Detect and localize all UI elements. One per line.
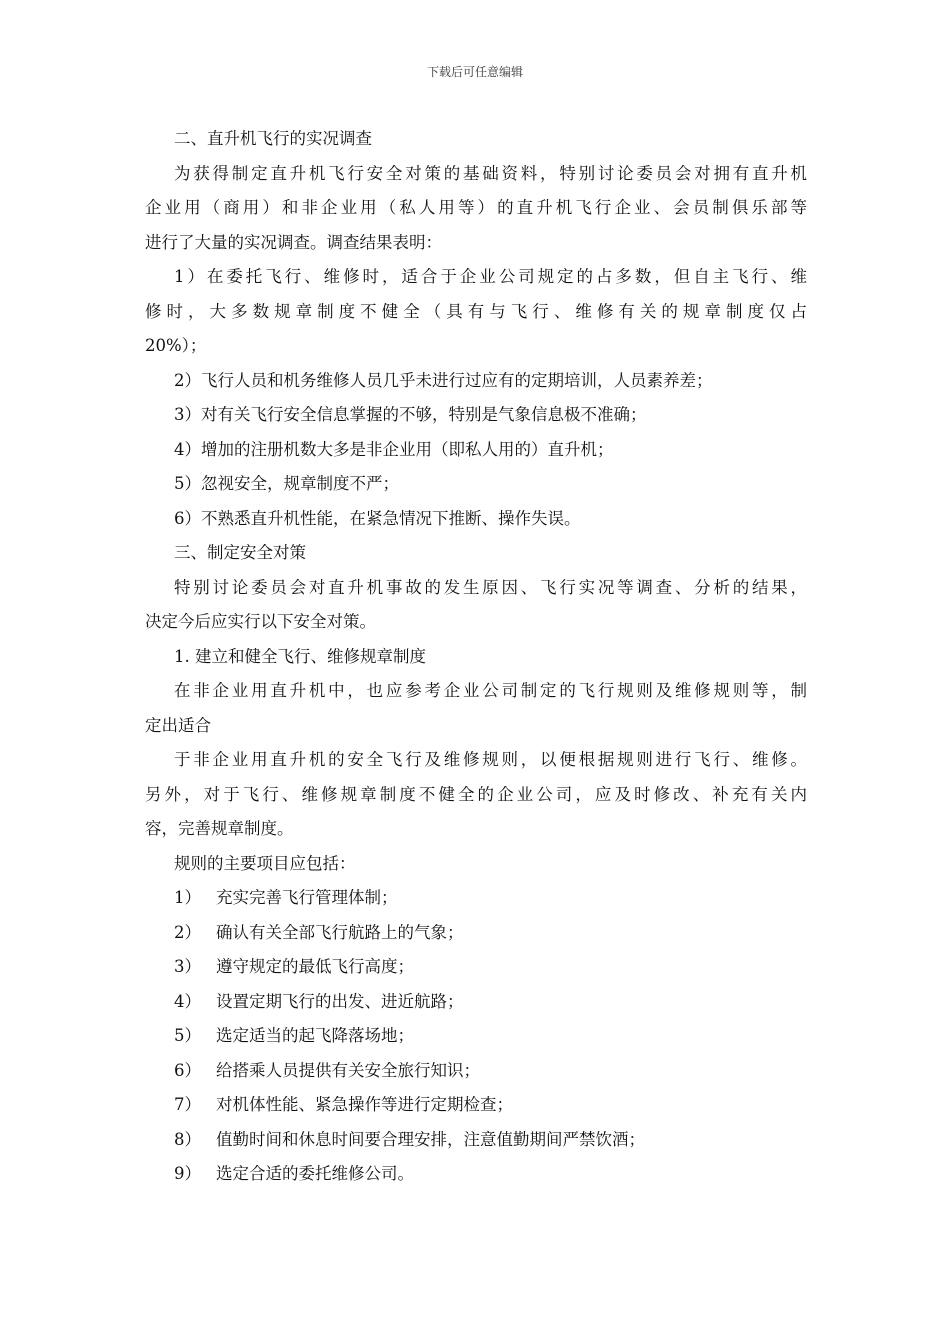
rule-number: 7） [174, 1095, 201, 1114]
document-paragraphs [145, 122, 807, 881]
page-header: 下载后可任意编辑 [426, 65, 523, 79]
rule-number: 3） [174, 957, 201, 976]
text-line: 为获得制定直升机飞行安全对策的基础资料，特别讨论委员会对拥有直升机 [174, 163, 807, 183]
rule-number: 2） [174, 922, 201, 942]
text-line: 6）不熟悉直升机性能，在紧急情况下推断、操作失误。 [174, 508, 581, 528]
rule-text: 值勤时间和休息时间要合理安排，注意值勤期间严禁饮酒； [216, 1129, 645, 1149]
rule-text: 选定合适的委托维修公司。 [216, 1164, 414, 1183]
text-line: 3）对有关飞行安全信息掌握的不够，特别是气象信息极不准确； [174, 405, 647, 424]
rule-text: 遵守规定的最低飞行高度； [216, 957, 414, 976]
rule-number: 6） [174, 1060, 201, 1080]
rule-item [145, 950, 807, 985]
rule-text: 充实完善飞行管理体制； [216, 888, 398, 907]
rule-number: 5） [174, 1026, 201, 1045]
text-line: 于非企业用直升机的安全飞行及维修规则，以便根据规则进行飞行、维修。 [174, 750, 807, 769]
rule-item [145, 1088, 807, 1123]
text-line: 另外，对于飞行、维修规章制度不健全的企业公司，应及时修改、补充有关内 [145, 784, 807, 804]
rule-text: 确认有关全部飞行航路上的气象； [216, 922, 464, 942]
text-line: 二、直升机飞行的实况调查 [174, 129, 372, 148]
document-body [145, 122, 807, 1192]
text-line: 特别讨论委员会对直升机事故的发生原因、飞行实况等调查、分析的结果， [174, 577, 807, 597]
text-line: 2）飞行人员和机务维修人员几乎未进行过应有的定期培训，人员素养差； [174, 370, 713, 390]
text-line: 4）增加的注册机数大多是非企业用（即私人用的）直升机； [174, 439, 614, 459]
rules-list [145, 881, 807, 1192]
rule-item [145, 1123, 807, 1158]
rule-text: 设置定期飞行的出发、进近航路； [216, 991, 464, 1011]
rule-item [145, 985, 807, 1020]
rule-number: 8） [174, 1129, 201, 1149]
rule-item [145, 916, 807, 951]
text-line: 修时，大多数规章制度不健全（具有与飞行、维修有关的规章制度仅占 [145, 301, 807, 321]
rule-item [145, 881, 807, 916]
text-line: 企业用（商用）和非企业用（私人用等）的直升机飞行企业、会员制俱乐部等 [145, 198, 807, 217]
text-line: 决定今后应实行以下安全对策。 [145, 612, 376, 631]
text-line: 进行了大量的实况调查。调查结果表明： [145, 232, 442, 252]
text-line: 三、制定安全对策 [174, 543, 306, 562]
text-line: 5）忽视安全，规章制度不严； [174, 474, 399, 493]
rule-number: 9） [174, 1164, 201, 1183]
text-line: 容，完善规章制度。 [145, 819, 294, 838]
rule-text: 选定适当的起飞降落场地； [216, 1026, 414, 1045]
text-line: 1）在委托飞行、维修时，适合于企业公司规定的占多数，但自主飞行、维 [174, 267, 807, 286]
rule-number: 4） [174, 991, 201, 1011]
rule-number: 1） [174, 888, 201, 907]
rule-text: 对机体性能、紧急操作等进行定期检查； [216, 1095, 513, 1114]
rule-item [145, 1019, 807, 1054]
text-line: 规则的主要项目应包括： [174, 853, 356, 873]
text-line: 在非企业用直升机中，也应参考企业公司制定的飞行规则及维修规则等，制 [174, 681, 807, 700]
rule-item [145, 1054, 807, 1089]
text-line: 20%）； [145, 336, 207, 355]
rule-text: 给搭乘人员提供有关安全旅行知识； [216, 1060, 480, 1080]
text-line: 定出适合 [145, 715, 211, 735]
text-line: 1. 建立和健全飞行、维修规章制度 [174, 646, 426, 666]
rule-item [145, 1157, 807, 1192]
